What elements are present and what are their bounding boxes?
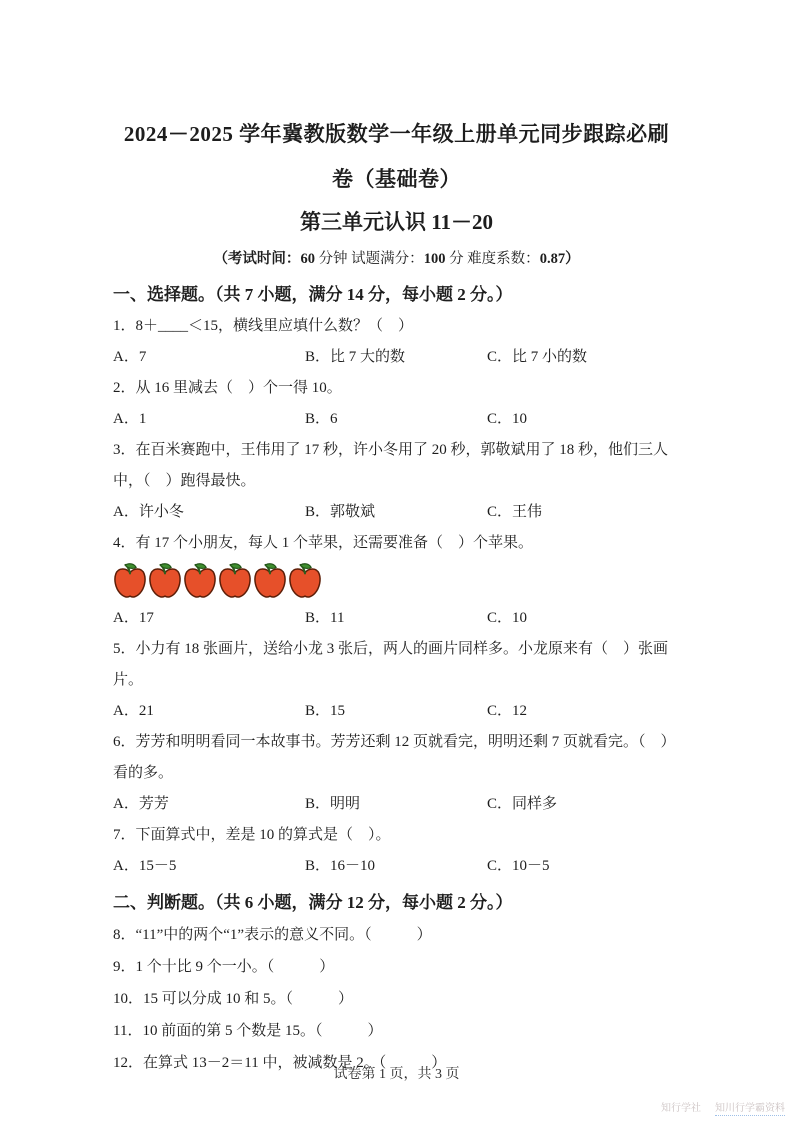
exam-info-line	[0, 244, 793, 274]
question-1-option-b: B．比 7 大的数	[305, 349, 406, 365]
question-4	[113, 528, 685, 634]
question-6-option-b: B．明明	[305, 796, 361, 812]
exam-body	[0, 278, 793, 1079]
choice-section-header: 一、选择题。（共 7 小题，满分 14 分，每小题 2 分。）	[113, 285, 513, 304]
question-8-text: 8．“11”中的两个“1”表示的意义不同。（ ）	[113, 927, 432, 943]
question-3-option-b: B．郭敬斌	[305, 504, 376, 520]
question-2-text: 2．从 16 里减去（ ）个一得 10。	[113, 380, 342, 396]
question-6	[113, 727, 685, 820]
question-2-option-b: B．6	[305, 411, 338, 427]
exam-title-line2: 卷（基础卷）	[332, 167, 461, 191]
exam-time-value: 60	[300, 251, 315, 267]
question-3-option-a: A．许小冬	[113, 504, 184, 520]
apple-icon	[183, 560, 217, 601]
exam-difficulty-label: 分 难度系数：	[445, 251, 540, 267]
question-7	[113, 820, 685, 882]
apple-icon	[113, 560, 147, 601]
judge-section-header: 二、判断题。（共 6 小题，满分 12 分，每小题 2 分。）	[113, 893, 513, 912]
exam-title-line1: 2024－2025 学年冀教版数学一年级上册单元同步跟踪必刷	[123, 122, 670, 146]
question-2-option-a: A．1	[113, 411, 147, 427]
exam-score-label: 分钟 试题满分：	[314, 251, 424, 267]
question-9-text: 9．1 个十比 9 个一小。（ ）	[113, 959, 335, 975]
exam-time-label: （考试时间：	[213, 251, 301, 267]
question-6-options	[113, 789, 685, 820]
apple-icon	[218, 560, 252, 601]
exam-score-value: 100	[423, 251, 446, 267]
question-3-text: 3．在百米赛跑中，王伟用了 17 秒，许小冬用了 20 秒，郭敬斌用了 18 秒，他们三人中，（ ）跑得最快。	[113, 442, 669, 489]
question-6-option-c: C．同样多	[487, 796, 558, 812]
question-5-option-c: C．12	[487, 703, 528, 719]
watermark-right: 知川行学霸资料	[715, 1099, 785, 1116]
question-4-option-b: B．11	[305, 610, 345, 626]
question-1-text: 1．8＋____＜15，横线里应填什么数？（ ）	[113, 318, 414, 334]
question-4-option-a: A．17	[113, 610, 154, 626]
question-7-option-b: B．16－10	[305, 858, 376, 874]
title-block	[0, 0, 793, 274]
apple-icon	[148, 560, 182, 601]
watermark-left: 知行学社	[661, 1103, 701, 1114]
question-9	[113, 951, 685, 983]
question-3	[113, 435, 685, 528]
question-7-options	[113, 851, 685, 882]
question-2	[113, 373, 685, 435]
question-7-option-a: A．15－5	[113, 858, 177, 874]
apples-image	[113, 559, 685, 603]
question-5-option-a: A．21	[113, 703, 154, 719]
question-10-text: 10．15 可以分成 10 和 5。（ ）	[113, 991, 354, 1007]
question-3-option-c: C．王伟	[487, 504, 543, 520]
question-4-options	[113, 603, 685, 634]
question-11	[113, 1015, 685, 1047]
question-6-option-a: A．芳芳	[113, 796, 169, 812]
question-1-option-c: C．比 7 小的数	[487, 349, 588, 365]
question-6-text: 6．芳芳和明明看同一本故事书。芳芳还剩 12 页就看完，明明还剩 7 页就看完。（ ）看的多。	[113, 734, 676, 781]
question-5	[113, 634, 685, 727]
question-4-option-c: C．10	[487, 610, 528, 626]
apple-icon	[253, 560, 287, 601]
question-4-text: 4．有 17 个小朋友，每人 1 个苹果，还需要准备（ ）个苹果。	[113, 535, 534, 551]
question-1	[113, 311, 685, 373]
page-footer: 试卷第 1 页，共 3 页	[333, 1067, 460, 1082]
question-7-option-c: C．10－5	[487, 858, 550, 874]
question-3-options	[113, 497, 685, 528]
question-10	[113, 983, 685, 1015]
question-7-text: 7．下面算式中，差是 10 的算式是（ ）。	[113, 827, 391, 843]
question-5-option-b: B．15	[305, 703, 346, 719]
watermark	[661, 1099, 785, 1116]
question-8	[113, 919, 685, 951]
question-1-option-a: A．7	[113, 349, 147, 365]
question-12-text: 12．在算式 13－2＝11 中，被减数是 2。（ ）	[113, 1055, 447, 1071]
apple-icon	[288, 560, 322, 601]
question-11-text: 11．10 前面的第 5 个数是 15。（ ）	[113, 1023, 383, 1039]
question-5-options	[113, 696, 685, 727]
question-2-option-c: C．10	[487, 411, 528, 427]
question-1-options	[113, 342, 685, 373]
exam-difficulty-value: 0.87）	[539, 251, 580, 267]
question-2-options	[113, 404, 685, 435]
unit-subtitle: 第三单元认识 11－20	[299, 210, 494, 234]
question-5-text: 5．小力有 18 张画片，送给小龙 3 张后，两人的画片同样多。小龙原来有（ ）张画片。	[113, 641, 669, 688]
